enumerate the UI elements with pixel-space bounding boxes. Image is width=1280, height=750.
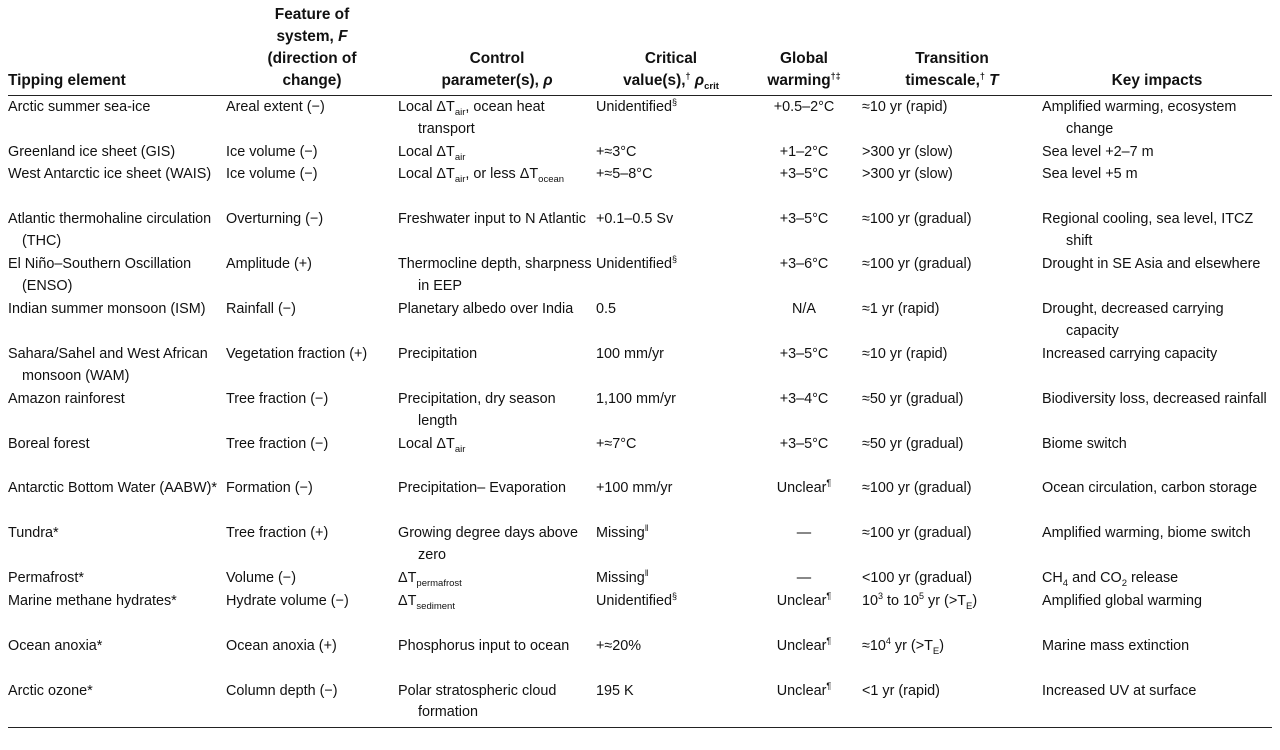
header-global-warming: Global warming†‡ [767, 50, 841, 89]
cell-control: $\Delta T_{permafrost}$ [398, 570, 462, 589]
table-row [8, 208, 1272, 253]
cell-timescale: ≈1 yr (rapid) [862, 301, 940, 317]
cell-warming: +0.5–2°C [773, 99, 835, 115]
cell-critical: +0.1–0.5 Sv [596, 211, 674, 227]
cell-feature: Areal extent (−) [226, 99, 325, 115]
header-tipping-element: Tipping element [8, 72, 126, 89]
table-row [8, 590, 1272, 635]
cell-timescale: ≈50 yr (gradual) [862, 436, 964, 452]
cell-timescale: $\approx 10^4$ yr $(>T_E)$ [862, 635, 945, 657]
cell-element: Marine methane hydrates* [8, 592, 177, 609]
cell-timescale: ≈100 yr (gradual) [862, 480, 972, 496]
cell-impacts: Amplified warming, ecosystem change [1042, 99, 1237, 137]
cell-warming: Unclear¶ [776, 680, 832, 699]
cell-control: Precipitation, dry season length [398, 391, 556, 429]
cell-control: Planetary albedo over India [398, 301, 574, 317]
table-row [8, 253, 1272, 298]
cell-control: $\Delta T_{sediment}$ [398, 592, 455, 612]
cell-timescale: ≈100 yr (gradual) [862, 525, 972, 541]
cell-timescale: ≈10 yr (rapid) [862, 99, 948, 115]
table-row [8, 433, 1272, 477]
cell-critical: Unidentified§ [596, 590, 678, 609]
header-transition-timescale: Transition timescale,† T [905, 50, 999, 89]
cell-timescale: ≈50 yr (gradual) [862, 391, 964, 407]
cell-impacts: Marine mass extinction [1042, 637, 1190, 654]
cell-feature: Rainfall (−) [226, 301, 296, 317]
cell-element: Arctic ozone* [8, 682, 93, 699]
cell-control: Phosphorus input to ocean [398, 637, 570, 654]
cell-feature: Tree fraction (+) [226, 525, 329, 541]
cell-control: Local $\Delta T_{air}$ [398, 143, 466, 163]
table-row [8, 96, 1272, 141]
cell-feature: Vegetation fraction (+) [226, 346, 368, 362]
header-feature: Feature of system, F (direction of change) [267, 6, 357, 89]
cell-control: Precipitation [398, 346, 478, 362]
cell-element: West Antarctic ice sheet (WAIS) [8, 166, 212, 182]
cell-impacts: Sea level +5 m [1042, 166, 1138, 182]
cell-critical: 0.5 [596, 301, 617, 317]
table-row [8, 141, 1272, 164]
cell-feature: Tree fraction (−) [226, 436, 329, 452]
cell-timescale: <1 yr (rapid) [862, 682, 940, 699]
cell-warming: +1–2°C [779, 143, 829, 160]
cell-warming: +3–6°C [779, 256, 829, 272]
cell-timescale: ≈100 yr (gradual) [862, 256, 972, 272]
cell-element: Arctic summer sea-ice [8, 99, 151, 115]
cell-feature: Formation (−) [226, 480, 313, 496]
table-row [8, 567, 1272, 590]
cell-timescale: ≈10 yr (rapid) [862, 346, 948, 362]
cell-feature: Hydrate volume (−) [226, 592, 349, 609]
cell-element: Ocean anoxia* [8, 637, 103, 654]
cell-warming: Unclear¶ [776, 590, 832, 609]
cell-critical: 100 mm/yr [596, 346, 664, 362]
cell-impacts: Sea level +2–7 m [1042, 143, 1154, 160]
cell-feature: Tree fraction (−) [226, 391, 329, 407]
cell-feature: Amplitude (+) [226, 256, 312, 272]
table-row [8, 635, 1272, 680]
cell-impacts: Drought, decreased carrying capacity [1042, 301, 1224, 339]
cell-timescale: >300 yr (slow) [862, 166, 953, 182]
cell-impacts: Regional cooling, sea level, ITCZ shift [1042, 211, 1254, 249]
cell-feature: Ocean anoxia (+) [226, 637, 337, 654]
tipping-elements-table [8, 4, 1272, 728]
cell-critical: +≈20% [596, 637, 642, 654]
table-row [8, 477, 1272, 522]
cell-element: Amazon rainforest [8, 391, 125, 407]
cell-control: Local $\Delta T_{air}$, ocean heat transport [398, 99, 545, 137]
cell-critical: Unidentified§ [596, 97, 678, 115]
cell-element: Indian summer monsoon (ISM) [8, 301, 206, 317]
cell-warming: +3–5°C [779, 346, 829, 362]
cell-feature: Ice volume (−) [226, 143, 318, 160]
cell-critical: +≈3°C [596, 143, 637, 160]
table-row [8, 522, 1272, 567]
table-row [8, 163, 1272, 208]
cell-control: Growing degree days above zero [398, 525, 578, 563]
cell-timescale: $10^3$ to $10^5$ yr $(>T_E)$ [862, 590, 978, 612]
cell-control: Freshwater input to N Atlantic [398, 211, 586, 227]
cell-element: Atlantic thermohaline circulation (THC) [8, 211, 212, 249]
cell-feature: Column depth (−) [226, 682, 338, 699]
table-row [8, 388, 1272, 433]
cell-impacts: Amplified warming, biome switch [1042, 525, 1251, 541]
cell-control: Precipitation– Evaporation [398, 480, 566, 496]
table-row [8, 298, 1272, 343]
header-critical-value: Critical value(s),† $\rho_{crit}$ [623, 50, 719, 93]
cell-warming: Unclear¶ [776, 635, 832, 654]
cell-timescale: ≈100 yr (gradual) [862, 211, 972, 227]
cell-impacts: Amplified global warming [1042, 592, 1202, 609]
cell-impacts: Biodiversity loss, decreased rainfall [1042, 391, 1267, 407]
cell-control: Local $\Delta T_{air}$, or less $\Delta T_{ocean}$ [398, 166, 565, 185]
cell-element: Sahara/Sahel and West African monsoon (WAM) [8, 346, 208, 384]
cell-impacts: $CH_4$ and $CO_2$ release [1042, 570, 1179, 589]
cell-critical: 195 K [596, 682, 634, 699]
cell-element: Permafrost* [8, 570, 84, 586]
cell-timescale: <100 yr (gradual) [862, 570, 972, 586]
cell-critical: Unidentified§ [596, 254, 678, 272]
cell-critical: 1,100 mm/yr [596, 391, 676, 407]
cell-element: Antarctic Bottom Water (AABW)* [8, 480, 217, 496]
cell-feature: Volume (−) [226, 570, 296, 586]
cell-warming: +3–5°C [779, 436, 829, 452]
cell-element: Boreal forest [8, 436, 90, 452]
cell-warming: +3–5°C [779, 211, 829, 227]
cell-element: Tundra* [8, 525, 59, 541]
header-row [8, 4, 1272, 96]
cell-warming: — [796, 570, 812, 586]
cell-critical: +100 mm/yr [596, 480, 673, 496]
cell-control: Polar stratospheric cloud formation [398, 682, 557, 720]
cell-warming: — [796, 525, 812, 541]
cell-warming: Unclear¶ [776, 478, 832, 496]
cell-impacts: Increased UV at surface [1042, 682, 1197, 699]
header-control-parameter: Control parameter(s), ρ [441, 50, 553, 89]
cell-critical: +≈5–8°C [596, 166, 653, 182]
cell-control: Thermocline depth, sharpness in EEP [398, 256, 592, 294]
header-key-impacts: Key impacts [1111, 72, 1203, 89]
cell-impacts: Ocean circulation, carbon storage [1042, 480, 1258, 496]
cell-warming: N/A [792, 301, 816, 317]
cell-critical: Missing‖ [596, 568, 649, 586]
cell-feature: Ice volume (−) [226, 166, 318, 182]
table-row [8, 343, 1272, 388]
cell-impacts: Drought in SE Asia and elsewhere [1042, 256, 1261, 272]
cell-element: Greenland ice sheet (GIS) [8, 143, 176, 160]
cell-warming: +3–4°C [779, 391, 829, 407]
cell-impacts: Biome switch [1042, 436, 1127, 452]
cell-impacts: Increased carrying capacity [1042, 346, 1218, 362]
cell-critical: +≈7°C [596, 436, 637, 452]
cell-feature: Overturning (−) [226, 211, 324, 227]
cell-critical: Missing‖ [596, 523, 649, 541]
cell-element: El Niño–Southern Oscillation (ENSO) [8, 256, 192, 294]
cell-warming: +3–5°C [779, 166, 829, 182]
cell-timescale: >300 yr (slow) [862, 143, 953, 160]
table-row [8, 680, 1272, 728]
cell-control: Local $\Delta T_{air}$ [398, 436, 466, 455]
